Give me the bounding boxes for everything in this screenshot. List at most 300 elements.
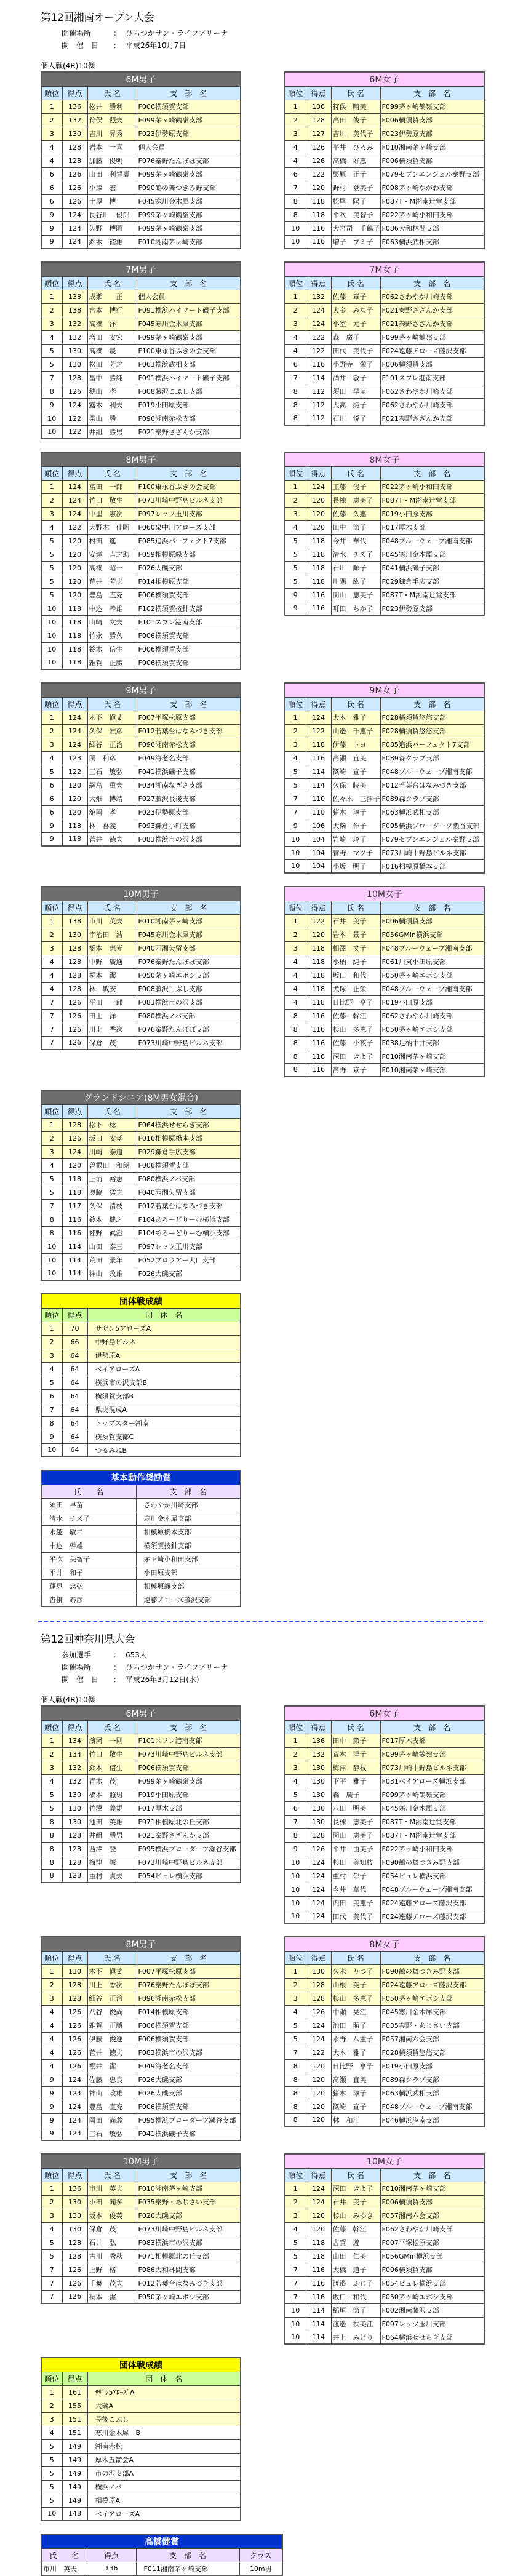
table-row xyxy=(41,208,241,221)
table-row xyxy=(41,290,241,303)
branch-cell: F101スフレ港南支部 xyxy=(380,371,484,385)
table-row xyxy=(41,357,241,371)
table-row xyxy=(41,2249,241,2263)
table-row xyxy=(285,1774,484,1788)
score-cell: 114 xyxy=(62,1240,87,1253)
player-name-cell: 下平 雅子 xyxy=(331,1774,380,1788)
player-name-cell: 篠崎 宣子 xyxy=(331,765,380,778)
score-cell: 149 xyxy=(62,2480,87,2494)
table-row xyxy=(41,140,241,154)
branch-cell: F096湘南赤松支部 xyxy=(137,738,241,751)
player-name-cell: 佐藤 久惠 xyxy=(331,507,380,520)
rank-cell: 9 xyxy=(285,588,306,602)
branch-cell: F063横浜武相支部 xyxy=(380,2086,484,2100)
branch-cell: F079セブンエンジェル秦野支部 xyxy=(380,167,484,181)
branch-cell: F099茅ヶ崎鶴嶺支部 xyxy=(380,1747,484,1761)
table-title: 8M男子 xyxy=(41,452,241,466)
score-cell: 120 xyxy=(306,181,331,194)
score-cell: 136 xyxy=(62,100,87,113)
branch-cell: F048ブルーウェーブ湘南支部 xyxy=(380,765,484,778)
meta-label: 開催場所 xyxy=(62,29,92,38)
col-branch: 支 部 名 xyxy=(380,697,484,711)
table-row xyxy=(41,765,241,778)
rank-cell: 9 xyxy=(41,832,62,846)
rank-cell: 6 xyxy=(41,194,62,208)
rank-cell: 1 xyxy=(41,1734,62,1747)
rank-cell: 7 xyxy=(41,1009,62,1023)
team-results xyxy=(41,1293,523,1457)
score-cell: 114 xyxy=(306,371,331,385)
table-row xyxy=(41,2385,241,2399)
player-name-cell: 竹永 勝久 xyxy=(87,629,137,642)
rank-cell: 5 xyxy=(41,1376,62,1389)
rank-cell: 7 xyxy=(41,995,62,1009)
rank-cell: 7 xyxy=(285,2263,306,2276)
table-title: 10M男子 xyxy=(41,887,241,901)
player-name-cell: 森 廣子 xyxy=(331,330,380,344)
score-cell: 126 xyxy=(62,995,87,1009)
rank-cell: 10 xyxy=(285,2303,306,2317)
branch-cell: F006横須賀支部 xyxy=(380,113,484,127)
table-row xyxy=(41,2209,241,2222)
rank-cell: 9 xyxy=(41,221,62,235)
table-header-row xyxy=(285,466,484,480)
table-row xyxy=(41,507,241,520)
score-cell: 128 xyxy=(62,982,87,995)
table-row xyxy=(41,1118,241,1131)
table-row xyxy=(285,1815,484,1828)
rank-cell: 5 xyxy=(41,1186,62,1199)
table-row xyxy=(285,738,484,751)
player-name-cell: 松井 勝利 xyxy=(87,100,137,113)
rank-cell: 8 xyxy=(285,412,306,425)
table-header-row xyxy=(41,1308,241,1322)
score-cell: 120 xyxy=(306,507,331,520)
rank-cell: 5 xyxy=(41,1788,62,1801)
rank-cell: 10 xyxy=(41,1267,62,1280)
score-cell: 126 xyxy=(62,2046,87,2059)
rank-cell: 3 xyxy=(41,127,62,140)
table-row xyxy=(41,928,241,941)
branch-cell: F085追浜パーフェクト7支部 xyxy=(380,738,484,751)
branch-cell: F099茅ヶ崎鶴嶺支部 xyxy=(380,100,484,113)
score-cell: 124 xyxy=(306,1910,331,1923)
rank-cell: 7 xyxy=(41,1023,62,1036)
branch-cell: F098茅ヶ崎かがわ支部 xyxy=(380,181,484,194)
player-name-cell: 坂本 俊英 xyxy=(87,2209,137,2222)
award-cell: 水越 敏二 xyxy=(41,1525,136,1539)
award-cell: 遠藤アローズ藤沢支部 xyxy=(136,1593,241,1606)
table-row xyxy=(41,2494,241,2507)
table-row xyxy=(285,1964,484,1978)
rank-cell: 5 xyxy=(41,2494,62,2507)
branch-cell: F095横浜ブローダーツ瀬谷支部 xyxy=(380,819,484,832)
player-name-cell: 坂口 安孝 xyxy=(87,1131,137,1145)
table-row xyxy=(41,1009,241,1023)
branch-cell: F006横須賀支部 xyxy=(380,914,484,928)
table-row xyxy=(41,194,241,208)
table-row xyxy=(41,2507,241,2521)
player-name-cell: 荒田 景年 xyxy=(87,1253,137,1267)
player-name-cell: 平吹 美智子 xyxy=(331,208,380,221)
score-cell: 130 xyxy=(306,1964,331,1978)
team-name-cell: 伊勢原A xyxy=(87,1349,241,1362)
player-name-cell: 市川 英夫 xyxy=(87,914,137,928)
branch-cell: F012若葉台はなみづき支部 xyxy=(137,724,241,738)
score-cell: 124 xyxy=(62,208,87,221)
score-cell: 120 xyxy=(306,2222,331,2236)
rank-cell: 3 xyxy=(41,507,62,520)
score-cell: 118 xyxy=(62,819,87,832)
score-cell: 120 xyxy=(306,493,331,507)
table-row xyxy=(41,2276,241,2290)
score-cell: 128 xyxy=(62,2236,87,2249)
branch-cell: F048ブルーウェーブ湘南支部 xyxy=(380,941,484,955)
branch-cell: F101スフレ港南支部 xyxy=(137,615,241,629)
col-branch: 支 部 名 xyxy=(380,901,484,914)
col-score: 得点 xyxy=(62,466,87,480)
table-row xyxy=(285,778,484,792)
branch-cell: F027藤沢長後支部 xyxy=(137,792,241,805)
score-cell: 120 xyxy=(62,548,87,561)
score-cell: 118 xyxy=(306,208,331,221)
branch-cell: F012若葉台はなみづき支部 xyxy=(137,2276,241,2290)
rank-cell: 4 xyxy=(41,2046,62,2059)
rank-cell: 4 xyxy=(41,1158,62,1172)
score-cell: 124 xyxy=(62,738,87,751)
score-cell: 128 xyxy=(62,140,87,154)
table-row xyxy=(41,1525,241,1539)
table-row xyxy=(285,385,484,398)
col-score: 得点 xyxy=(306,901,331,914)
table-row xyxy=(285,2046,484,2059)
table-row xyxy=(41,1747,241,1761)
table-row xyxy=(41,303,241,317)
table-row xyxy=(41,575,241,588)
branch-cell: F049海老名支部 xyxy=(137,2059,241,2073)
score-cell: 64 xyxy=(62,1443,87,1457)
branch-cell: F090鶴の舞つきみ野支部 xyxy=(137,181,241,194)
branch-cell: F104あろーどりーむ横浜支部 xyxy=(137,1226,241,1240)
score-cell: 130 xyxy=(62,928,87,941)
score-cell: 124 xyxy=(306,1883,331,1896)
award-cell: 相模原橋本支部 xyxy=(136,1525,241,1539)
rank-cell: 10 xyxy=(41,1443,62,1457)
branch-cell: F021秦野さざんか支部 xyxy=(137,1828,241,1842)
table-row xyxy=(41,1964,241,1978)
player-name-cell: 西澤 登 xyxy=(87,1842,137,1856)
col-branch: 支 部 名 xyxy=(137,86,241,100)
rank-cell: 7 xyxy=(41,2276,62,2290)
table-row xyxy=(41,1213,241,1226)
branch-cell: F056GMin横浜支部 xyxy=(380,928,484,941)
score-cell: 126 xyxy=(62,2019,87,2032)
rank-cell: 4 xyxy=(285,2005,306,2019)
branch-cell: F089森クラブ支部 xyxy=(380,2073,484,2086)
table-row xyxy=(41,154,241,167)
score-cell: 130 xyxy=(62,1964,87,1978)
player-name-cell: 橋本 惠光 xyxy=(87,941,137,955)
table-row xyxy=(285,2086,484,2100)
rank-cell: 7 xyxy=(41,2290,62,2303)
table-header-row xyxy=(285,276,484,290)
branch-cell: F054ピュレ横浜支部 xyxy=(380,1869,484,1883)
award-cell: 市川 英夫 xyxy=(41,2562,87,2575)
table-row xyxy=(41,1349,241,1362)
score-cell: 130 xyxy=(306,1761,331,1774)
score-cell: 126 xyxy=(62,167,87,181)
table-row xyxy=(41,1815,241,1828)
table-row xyxy=(285,602,484,615)
rank-cell: 4 xyxy=(41,2426,62,2439)
branch-cell: F062さわやか川崎支部 xyxy=(380,398,484,412)
ranking-cell xyxy=(41,682,241,847)
rank-cell: 5 xyxy=(41,2466,62,2480)
table-row xyxy=(41,2453,241,2466)
player-name-cell: 小室 元子 xyxy=(331,317,380,330)
table-row xyxy=(41,371,241,385)
table-title: 8M女子 xyxy=(285,1937,484,1951)
branch-cell: F024遠藤アローズ藤沢支部 xyxy=(380,1978,484,1992)
branch-cell: F045寒川金木犀支部 xyxy=(137,194,241,208)
branch-cell: F091横浜ハイマート磯子支部 xyxy=(137,371,241,385)
player-name-cell: 石井 美子 xyxy=(331,914,380,928)
rank-cell: 1 xyxy=(41,914,62,928)
table-row xyxy=(41,1579,241,1593)
branch-cell: F097レッツ玉川支部 xyxy=(380,2317,484,2331)
score-cell: 130 xyxy=(62,2195,87,2209)
score-cell: 126 xyxy=(62,2276,87,2290)
table-row xyxy=(285,1050,484,1063)
col-name: 氏 名 xyxy=(87,697,137,711)
player-name-cell: 曽根田 和朗 xyxy=(87,1158,137,1172)
team-name-cell: 湘南赤松 xyxy=(87,2439,241,2453)
score-cell: 128 xyxy=(62,2249,87,2263)
col-branch: 支 部 名 xyxy=(380,276,484,290)
ranking-cell xyxy=(41,1705,241,1883)
team-name-cell: 横須賀支部B xyxy=(87,1389,241,1403)
branch-cell: F062さわやか川崎支部 xyxy=(380,2222,484,2236)
player-name-cell: 鈴木 信生 xyxy=(87,642,137,656)
player-name-cell: 山根 英子 xyxy=(331,1978,380,1992)
rank-cell: 8 xyxy=(41,385,62,398)
player-name-cell: 菅野 マツ子 xyxy=(331,846,380,859)
player-name-cell: 岩本 景子 xyxy=(331,928,380,941)
branch-cell: F099茅ヶ崎鶴嶺支部 xyxy=(137,167,241,181)
branch-cell: F104あろーどりーむ横浜支部 xyxy=(137,1213,241,1226)
team-name-cell: 相模原A xyxy=(87,2494,241,2507)
rank-cell: 3 xyxy=(285,941,306,955)
rank-cell: 1 xyxy=(41,1964,62,1978)
award-cell: 平井 和子 xyxy=(41,1566,136,1579)
score-cell: 128 xyxy=(62,941,87,955)
table-row xyxy=(285,154,484,167)
rank-cell: 4 xyxy=(285,955,306,968)
rank-cell: 8 xyxy=(285,398,306,412)
rank-cell: 4 xyxy=(41,2005,62,2019)
branch-cell: F023伊勢原支部 xyxy=(380,602,484,615)
branch-cell: F059相模原緑支部 xyxy=(137,548,241,561)
player-name-cell: 川崎 泰道 xyxy=(87,1145,137,1158)
table-row xyxy=(285,832,484,846)
player-name-cell: 山田 仁美 xyxy=(331,2249,380,2263)
col-branch: 支 部 名 xyxy=(137,466,241,480)
score-cell: 126 xyxy=(62,2290,87,2303)
player-name-cell: 市川 英夫 xyxy=(87,2182,137,2195)
branch-cell: F021秦野さざんか支部 xyxy=(380,303,484,317)
table-row xyxy=(41,2113,241,2127)
rank-cell: 8 xyxy=(285,1050,306,1063)
col-branch: 支 部 名 xyxy=(380,466,484,480)
table-row xyxy=(285,127,484,140)
team-name-cell: 市の沢支部A xyxy=(87,2466,241,2480)
rank-cell: 9 xyxy=(41,398,62,412)
branch-cell: F083横浜市の沢支部 xyxy=(137,832,241,846)
table-title: 6M女子 xyxy=(285,72,484,86)
branch-cell: F031ベイアローズ横浜支部 xyxy=(380,1774,484,1788)
score-cell: 112 xyxy=(306,385,331,398)
player-name-cell: 山田 利賀壽 xyxy=(87,167,137,181)
rank-cell: 5 xyxy=(41,588,62,602)
score-cell: 116 xyxy=(306,751,331,765)
table-row xyxy=(41,235,241,249)
score-cell: 126 xyxy=(62,2263,87,2276)
col-rank: 順位 xyxy=(285,276,306,290)
rank-cell: 4 xyxy=(41,1362,62,1376)
rank-cell: 3 xyxy=(285,1761,306,1774)
team-results-table xyxy=(41,1293,241,1457)
rank-cell: 8 xyxy=(285,1023,306,1036)
score-cell: 120 xyxy=(62,534,87,548)
col-name: 氏 名 xyxy=(87,901,137,914)
player-name-cell: 豊島 直充 xyxy=(87,588,137,602)
score-cell: 128 xyxy=(62,1869,87,1883)
branch-cell: F050茅ヶ崎エボシ支部 xyxy=(380,968,484,982)
tournament-meta xyxy=(41,39,523,52)
rank-cell: 1 xyxy=(41,290,62,303)
branch-cell: F062さわやか川崎支部 xyxy=(380,385,484,398)
table-row xyxy=(41,629,241,642)
table-row xyxy=(41,2005,241,2019)
score-cell: 117 xyxy=(62,1199,87,1213)
score-cell: 116 xyxy=(306,602,331,615)
score-cell: 118 xyxy=(306,561,331,575)
rank-cell: 3 xyxy=(41,1349,62,1362)
score-cell: 126 xyxy=(62,1036,87,1050)
branch-cell: F024遠藤アローズ藤沢支部 xyxy=(380,1896,484,1910)
team-name-cell: サザン5アローズA xyxy=(87,1322,241,1335)
table-row xyxy=(41,642,241,656)
table-row xyxy=(41,1158,241,1172)
branch-cell: F012若葉台はなみづき支部 xyxy=(137,1199,241,1213)
rank-cell: 5 xyxy=(41,765,62,778)
score-cell: 128 xyxy=(62,1978,87,1992)
table-row xyxy=(285,1869,484,1883)
branch-cell: F102横須賀按針支部 xyxy=(137,602,241,615)
branch-cell: F050茅ヶ崎エボシ支部 xyxy=(380,2290,484,2303)
score-cell: 64 xyxy=(62,1416,87,1430)
table-row xyxy=(41,2222,241,2236)
rank-cell: 10 xyxy=(41,615,62,629)
branch-cell: F006横須賀支部 xyxy=(137,100,241,113)
table-row xyxy=(41,656,241,669)
player-name-cell: 古川 秀秋 xyxy=(87,2249,137,2263)
rank-cell: 10 xyxy=(41,2507,62,2521)
table-row xyxy=(41,330,241,344)
table-row xyxy=(285,588,484,602)
branch-cell: F052ブロウアー大口支部 xyxy=(137,1253,241,1267)
rank-cell: 5 xyxy=(41,1172,62,1186)
player-name-cell: 鈴木 健之 xyxy=(87,1213,137,1226)
branch-cell: 個人会員 xyxy=(137,290,241,303)
branch-cell: F006横須賀支部 xyxy=(137,588,241,602)
meta-label: 開 催 日 xyxy=(62,1675,99,1684)
branch-cell: F038足柄中井支部 xyxy=(380,1036,484,1050)
table-row xyxy=(285,2113,484,2127)
table-header-row xyxy=(285,86,484,100)
team-name-cell: つるみねB xyxy=(87,1443,241,1457)
table-row xyxy=(285,711,484,724)
ranking-cell xyxy=(41,1936,241,2141)
ranking-table xyxy=(284,682,485,874)
player-name-cell: 岩崎 玲子 xyxy=(331,832,380,846)
table-row xyxy=(41,1593,241,1606)
col-score: 得点 xyxy=(306,697,331,711)
player-name-cell: 関山 恵美子 xyxy=(331,1828,380,1842)
col-score: 得点 xyxy=(62,1308,87,1322)
score-cell: 116 xyxy=(306,235,331,249)
player-name-cell: 岡田 尚義 xyxy=(87,2113,137,2127)
table-row xyxy=(41,113,241,127)
rank-cell: 4 xyxy=(285,995,306,1009)
ranking-grid xyxy=(41,1705,523,2345)
award-cell: 相模原緑支部 xyxy=(136,1579,241,1593)
branch-cell: F021秦野さざんか支部 xyxy=(380,412,484,425)
rank-cell: 4 xyxy=(41,520,62,534)
rank-cell: 8 xyxy=(285,2113,306,2127)
table-row xyxy=(285,914,484,928)
table-row xyxy=(41,1145,241,1158)
rank-cell: 10 xyxy=(285,832,306,846)
player-name-cell: 富田 一郎 xyxy=(87,480,137,493)
rank-cell: 1 xyxy=(285,914,306,928)
column-header: 氏 名 xyxy=(41,1485,136,1498)
table-row xyxy=(41,425,241,439)
table-row xyxy=(41,1828,241,1842)
score-cell: 128 xyxy=(306,1978,331,1992)
branch-cell: F049海老名支部 xyxy=(137,751,241,765)
award-cell: さわやか川崎支部 xyxy=(136,1498,241,1512)
branch-cell: F024遠藤アローズ藤沢支部 xyxy=(380,1910,484,1923)
branch-cell: F041横浜磯子支部 xyxy=(137,765,241,778)
ranking-cell xyxy=(284,261,485,426)
table-row xyxy=(41,1362,241,1376)
player-name-cell: 山邉 千恵子 xyxy=(331,724,380,738)
table-row xyxy=(285,846,484,859)
rank-cell: 1 xyxy=(285,1964,306,1978)
score-cell: 116 xyxy=(306,1063,331,1077)
branch-cell: F099茅ヶ崎鶴嶺支部 xyxy=(137,330,241,344)
col-score: 得点 xyxy=(62,2168,87,2182)
rank-cell: 3 xyxy=(285,1992,306,2005)
branch-cell: F073川崎中野島ビルネ支部 xyxy=(380,846,484,859)
score-cell: 64 xyxy=(62,1362,87,1376)
col-name: 氏 名 xyxy=(87,1720,137,1734)
score-cell: 122 xyxy=(62,520,87,534)
table-row xyxy=(285,194,484,208)
rank-cell: 3 xyxy=(285,738,306,751)
player-name-cell: 杉田 美知枝 xyxy=(331,1856,380,1869)
